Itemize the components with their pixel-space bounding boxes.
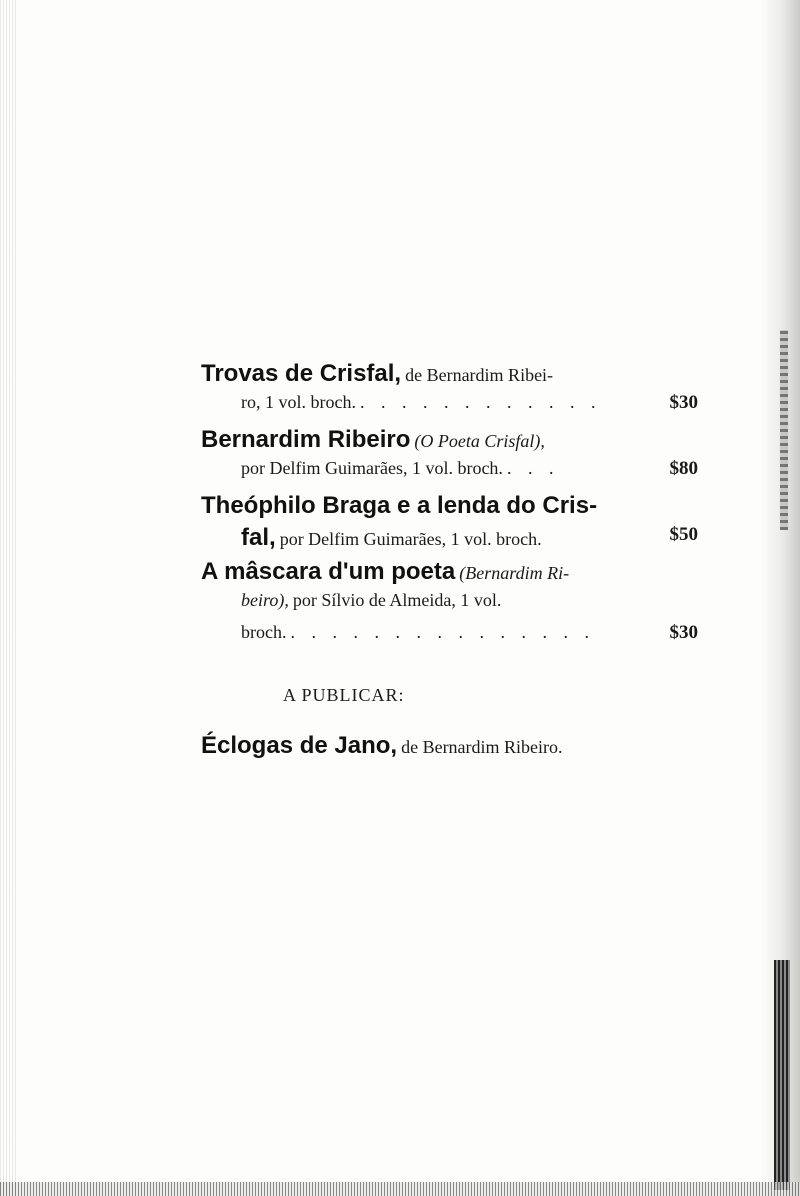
entry-line	[201, 492, 698, 524]
scan-edge-right-band	[780, 330, 788, 530]
scan-edge-right-dark	[774, 960, 790, 1190]
entry-line	[201, 426, 698, 458]
entry-price: $30	[669, 622, 698, 643]
entry-subtitle-continued: beiro),	[241, 590, 289, 610]
entry-line	[201, 590, 698, 622]
entry-line	[201, 622, 698, 654]
entry-title: Trovas de Crisfal,	[201, 360, 402, 387]
entry-title: A mâscara d'um poeta	[201, 558, 456, 585]
entry-price: $50	[669, 524, 698, 545]
entry-author: de Bernardim Ribei-	[405, 365, 554, 385]
section-heading: A PUBLICAR:	[283, 685, 405, 705]
entry-details: por Sílvio de Almeida, 1 vol.	[292, 590, 502, 610]
entry-author: de Bernardim Ribeiro.	[401, 737, 563, 757]
entry-line	[201, 392, 698, 424]
entry-details: ro, 1 vol. broch.	[241, 392, 356, 412]
catalog-entry	[201, 492, 698, 556]
entry-price: $30	[669, 392, 698, 413]
entry-details: broch.	[241, 622, 287, 642]
entry-line	[201, 458, 698, 490]
entry-title: Theóphilo Braga e a lenda do Cris-	[201, 492, 598, 519]
entry-title-continued: fal,	[241, 524, 276, 551]
entry-title: Éclogas de Jano,	[201, 732, 398, 759]
entry-line	[201, 360, 698, 392]
entry-details: por Delfim Guimarães, 1 vol. broch.	[241, 458, 503, 478]
entry-subtitle: (Bernardim Ri-	[459, 563, 570, 583]
catalog-entry	[201, 558, 698, 654]
upcoming-entry	[201, 732, 563, 760]
entry-price: $80	[669, 458, 698, 479]
dot-leader: . . .	[506, 458, 560, 478]
entry-subtitle: (O Poeta Crisfal),	[414, 431, 545, 451]
entry-line	[201, 524, 698, 556]
entry-details: por Delfim Guimarães, 1 vol. broch.	[279, 529, 542, 549]
catalog-entry	[201, 360, 698, 424]
scan-edge-left	[0, 0, 16, 1196]
catalog-entry	[201, 426, 698, 490]
dot-leader: . . . . . . . . . . . . . . .	[290, 622, 595, 642]
dot-leader: . . . . . . . . . . . .	[359, 392, 602, 412]
entry-title: Bernardim Ribeiro	[201, 426, 411, 453]
scan-edge-bottom	[0, 1182, 800, 1196]
entry-line	[201, 558, 698, 590]
